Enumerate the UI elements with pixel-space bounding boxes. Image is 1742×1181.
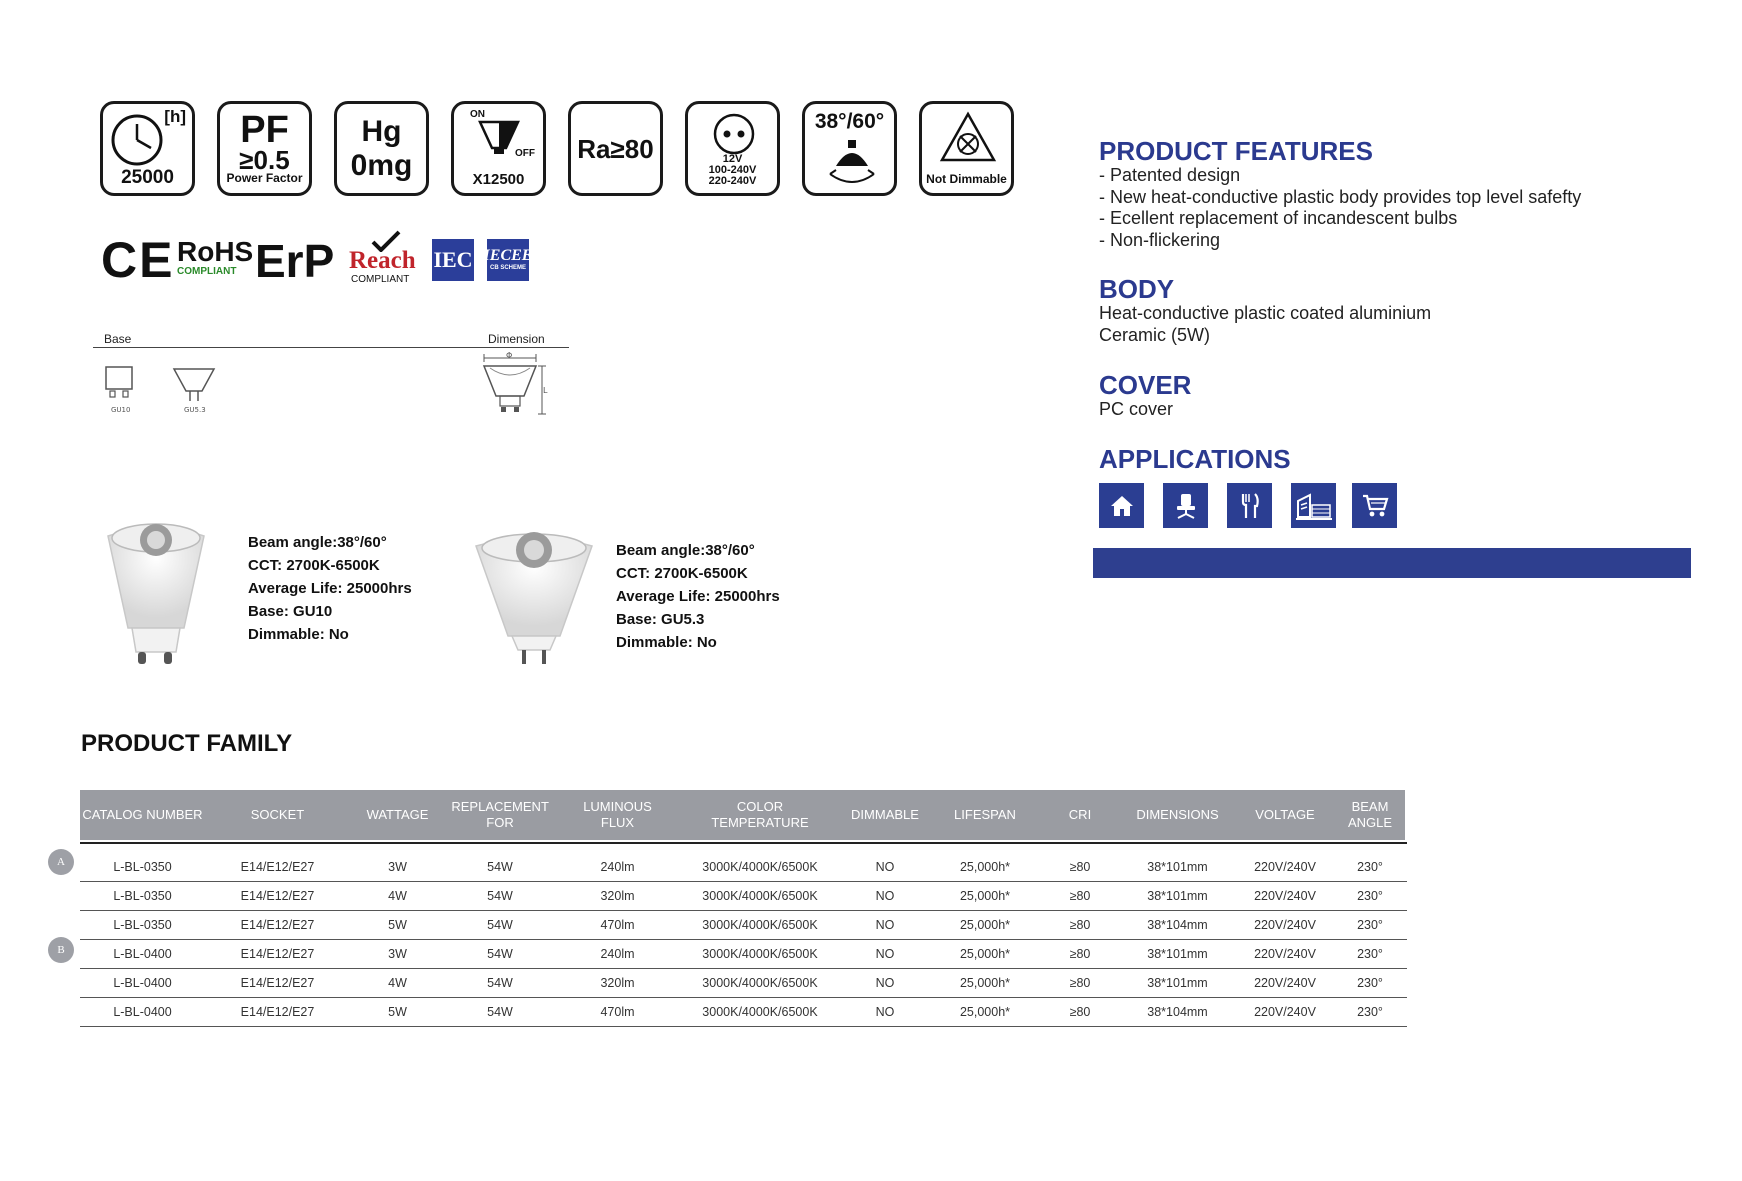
cell-flux: 470lm: [600, 917, 635, 932]
building-icon: [1291, 483, 1336, 528]
cover-line: PC cover: [1099, 399, 1174, 419]
dimmable-spec: [919, 101, 1014, 196]
cell-lifespan: 25,000h*: [959, 1004, 1011, 1019]
cell-voltage: 220V/240V: [1254, 1004, 1316, 1019]
checkmark-icon: [371, 230, 401, 252]
restaurant-icon: [1227, 483, 1272, 528]
beam-value: 38°/60°: [814, 110, 885, 133]
cell-flux: 240lm: [600, 859, 635, 874]
gu10-label: GU10: [111, 406, 131, 414]
header-catalog: CATALOG NUMBER: [82, 807, 203, 822]
table-row: [80, 968, 1407, 998]
body-line: Ceramic (5W): [1099, 324, 1210, 345]
cell-voltage: 220V/240V: [1254, 888, 1316, 903]
cell-dimmable: NO: [875, 859, 895, 874]
cell-socket: E14/E12/E27: [240, 859, 315, 874]
cell-lifespan: 25,000h*: [959, 946, 1011, 961]
cell-lifespan: 25,000h*: [959, 888, 1011, 903]
product-family-title: PRODUCT FAMILY: [81, 730, 293, 757]
cell-replacement: 54W: [487, 946, 513, 961]
header-dimensions: DIMENSIONS: [1136, 807, 1219, 822]
product-specs-gu53: [616, 539, 780, 654]
clock-icon: [109, 112, 165, 168]
cell-flux: 470lm: [600, 1004, 635, 1019]
ce-logo: CE: [101, 232, 175, 288]
cell-wattage: 5W: [388, 917, 407, 932]
reach-logo: [349, 230, 416, 285]
cri-value: Ra≥80: [577, 133, 654, 164]
feature-item: - New heat-conductive plastic body provides top level safefty: [1099, 186, 1582, 207]
voltage-line-3: 220-240V: [708, 175, 757, 187]
cell-flux: 240lm: [600, 946, 635, 961]
office-chair-icon: [1163, 483, 1208, 528]
gu53-label: GU5.3: [184, 406, 206, 414]
lifetime-value: 25000: [121, 167, 174, 188]
cell-replacement: 54W: [487, 888, 513, 903]
spec-beam: Beam angle:38°/60°: [248, 534, 387, 551]
cell-wattage: 3W: [388, 859, 407, 874]
pf-label: Power Factor: [226, 171, 303, 185]
header-replacement: REPLACEMENT FOR: [451, 799, 549, 830]
cell-dimmable: NO: [875, 975, 895, 990]
marker-a: A: [48, 849, 74, 875]
mercury-spec: [334, 101, 429, 196]
cell-voltage: 220V/240V: [1254, 859, 1316, 874]
body-text: [1099, 303, 1431, 346]
cell-socket: E14/E12/E27: [240, 975, 315, 990]
cell-beam-angle: 230°: [1357, 917, 1383, 932]
cell-socket: E14/E12/E27: [240, 917, 315, 932]
iec-logo: [432, 239, 474, 281]
table-row: [80, 910, 1407, 940]
cell-cri: ≥80: [1069, 946, 1091, 961]
hours-unit: [h]: [164, 107, 186, 126]
cell-cri: ≥80: [1069, 888, 1091, 903]
header-lifespan: LIFESPAN: [954, 807, 1016, 822]
dimension-label: Dimension: [488, 332, 545, 346]
cell-dimensions: 38*101mm: [1147, 975, 1208, 990]
shopping-cart-icon: [1352, 483, 1397, 528]
cell-beam-angle: 230°: [1357, 946, 1383, 961]
dimension-l: L: [543, 386, 548, 395]
reach-sub: COMPLIANT: [351, 274, 410, 285]
iecee-logo: [483, 239, 533, 281]
cell-beam-angle: 230°: [1357, 888, 1383, 903]
cell-cri: ≥80: [1069, 917, 1091, 932]
not-dimmable-icon: [938, 110, 998, 166]
cell-dimmable: NO: [875, 1004, 895, 1019]
accent-bar: [1093, 548, 1691, 578]
dimmable-label: Not Dimmable: [926, 172, 1007, 186]
cell-lifespan: 25,000h*: [959, 975, 1011, 990]
spec-life: Average Life: 25000hrs: [616, 588, 780, 605]
pf-value: ≥0.5: [239, 145, 290, 175]
spec-dimmable: Dimmable: No: [248, 626, 349, 643]
cell-voltage: 220V/240V: [1254, 946, 1316, 961]
spec-base: Base: GU5.3: [616, 611, 705, 628]
cell-replacement: 54W: [487, 859, 513, 874]
header-wattage: WATTAGE: [366, 807, 429, 822]
header-rule: [80, 842, 1407, 844]
features-list: [1099, 165, 1581, 251]
voltage-line-2: 100-240V: [708, 164, 757, 176]
cell-replacement: 54W: [487, 975, 513, 990]
features-heading: PRODUCT FEATURES: [1099, 136, 1373, 166]
rohs-sub: COMPLIANT: [177, 266, 237, 277]
cri-spec: [568, 101, 663, 196]
cell-color-temp: 3000K/4000K/6500K: [702, 946, 818, 961]
cell-voltage: 220V/240V: [1254, 917, 1316, 932]
cell-socket: E14/E12/E27: [240, 1004, 315, 1019]
cell-beam-angle: 230°: [1357, 975, 1383, 990]
iecee-text: IECEE: [483, 247, 533, 264]
table-row: [80, 881, 1407, 911]
cell-flux: 320lm: [600, 888, 635, 903]
on-label: ON: [470, 109, 485, 120]
pf-title: PF: [240, 109, 289, 151]
cell-dimmable: NO: [875, 917, 895, 932]
feature-item: - Ecellent replacement of incandescent bulbs: [1099, 208, 1458, 228]
power-factor-spec: [217, 101, 312, 196]
cell-dimensions: 38*101mm: [1147, 888, 1208, 903]
cell-dimmable: NO: [875, 946, 895, 961]
voltage-spec: [685, 101, 780, 196]
table-row: [80, 939, 1407, 969]
rohs-text: RoHS: [177, 236, 254, 267]
table-row: [80, 997, 1407, 1027]
cell-replacement: 54W: [487, 917, 513, 932]
hg-value: 0mg: [350, 148, 413, 182]
body-line: Heat-conductive plastic coated aluminium: [1099, 303, 1432, 323]
spec-life: Average Life: 25000hrs: [248, 580, 412, 597]
cell-beam-angle: 230°: [1357, 1004, 1383, 1019]
cell-lifespan: 25,000h*: [959, 859, 1011, 874]
cell-wattage: 4W: [388, 888, 407, 903]
table-row: [80, 852, 1407, 882]
product-specs-gu10: [248, 531, 412, 646]
off-label: OFF: [515, 148, 535, 159]
cell-color-temp: 3000K/4000K/6500K: [702, 1004, 818, 1019]
header-cri: CRI: [1068, 807, 1092, 822]
home-icon: [1099, 483, 1144, 528]
erp-logo: ErP: [255, 235, 335, 287]
cell-wattage: 5W: [388, 1004, 407, 1019]
feature-item: - Non-flickering: [1099, 229, 1221, 250]
spec-cct: CCT: 2700K-6500K: [616, 565, 748, 582]
cover-heading: COVER: [1099, 370, 1192, 400]
header-socket: SOCKET: [250, 807, 305, 822]
gu10-base-icon: [104, 365, 136, 409]
table-header: [80, 790, 1405, 840]
spec-base: Base: GU10: [248, 603, 333, 620]
cell-replacement: 54W: [487, 1004, 513, 1019]
body-heading: BODY: [1099, 274, 1175, 304]
switching-spec: [451, 101, 546, 196]
dimension-phi: Φ: [506, 351, 513, 360]
header-flux: LUMINOUS FLUX: [583, 799, 652, 830]
cell-catalog: L-BL-0400: [113, 946, 172, 961]
voltage-line-1: 12V: [722, 153, 743, 165]
cell-socket: E14/E12/E27: [240, 888, 315, 903]
socket-icon: [712, 112, 756, 156]
diagram-divider: [93, 347, 569, 348]
cell-lifespan: 25,000h*: [959, 917, 1011, 932]
header-voltage: VOLTAGE: [1255, 807, 1315, 822]
cell-catalog: L-BL-0400: [113, 975, 172, 990]
reach-text: Reach: [349, 247, 416, 274]
gu53-bulb-image: [472, 526, 596, 672]
cell-catalog: L-BL-0350: [113, 917, 172, 932]
cell-voltage: 220V/240V: [1254, 975, 1316, 990]
base-label: Base: [104, 332, 132, 346]
cell-color-temp: 3000K/4000K/6500K: [702, 888, 818, 903]
hg-title: Hg: [361, 114, 402, 148]
gu10-bulb-image: [102, 516, 210, 668]
rohs-logo: [177, 238, 253, 277]
marker-b: B: [48, 937, 74, 963]
feature-item: - Patented design: [1099, 165, 1241, 185]
cell-wattage: 4W: [388, 975, 407, 990]
cell-color-temp: 3000K/4000K/6500K: [702, 975, 818, 990]
cell-flux: 320lm: [600, 975, 635, 990]
beam-spec: [802, 101, 897, 196]
cell-dimmable: NO: [875, 888, 895, 903]
header-color-temp: COLOR TEMPERATURE: [711, 799, 809, 830]
cell-dimensions: 38*104mm: [1147, 1004, 1208, 1019]
cell-cri: ≥80: [1069, 975, 1091, 990]
gu53-base-icon: [172, 365, 216, 409]
cell-beam-angle: 230°: [1357, 859, 1383, 874]
lifetime-spec: [100, 101, 195, 196]
cell-cri: ≥80: [1069, 859, 1091, 874]
spec-beam: Beam angle:38°/60°: [616, 542, 755, 559]
cell-dimensions: 38*101mm: [1147, 946, 1208, 961]
cell-color-temp: 3000K/4000K/6500K: [702, 859, 818, 874]
cell-wattage: 3W: [388, 946, 407, 961]
cover-text: [1099, 399, 1173, 421]
dimension-drawing: [480, 352, 550, 418]
cell-color-temp: 3000K/4000K/6500K: [702, 917, 818, 932]
cell-catalog: L-BL-0350: [113, 888, 172, 903]
cell-cri: ≥80: [1069, 1004, 1091, 1019]
cell-socket: E14/E12/E27: [240, 946, 315, 961]
cell-catalog: L-BL-0400: [113, 1004, 172, 1019]
beam-angle-icon: [822, 140, 882, 190]
cell-dimensions: 38*101mm: [1147, 859, 1208, 874]
spec-dimmable: Dimmable: No: [616, 634, 717, 651]
header-beam-angle: BEAM ANGLE: [1347, 799, 1393, 830]
iecee-sub: CB SCHEME: [489, 265, 526, 271]
header-dimmable: DIMMABLE: [851, 807, 919, 822]
cell-dimensions: 38*104mm: [1147, 917, 1208, 932]
spec-cct: CCT: 2700K-6500K: [248, 557, 380, 574]
applications-heading: APPLICATIONS: [1099, 444, 1291, 474]
switching-value: X12500: [472, 171, 525, 188]
iec-text: IEC: [433, 247, 473, 272]
cell-catalog: L-BL-0350: [113, 859, 172, 874]
